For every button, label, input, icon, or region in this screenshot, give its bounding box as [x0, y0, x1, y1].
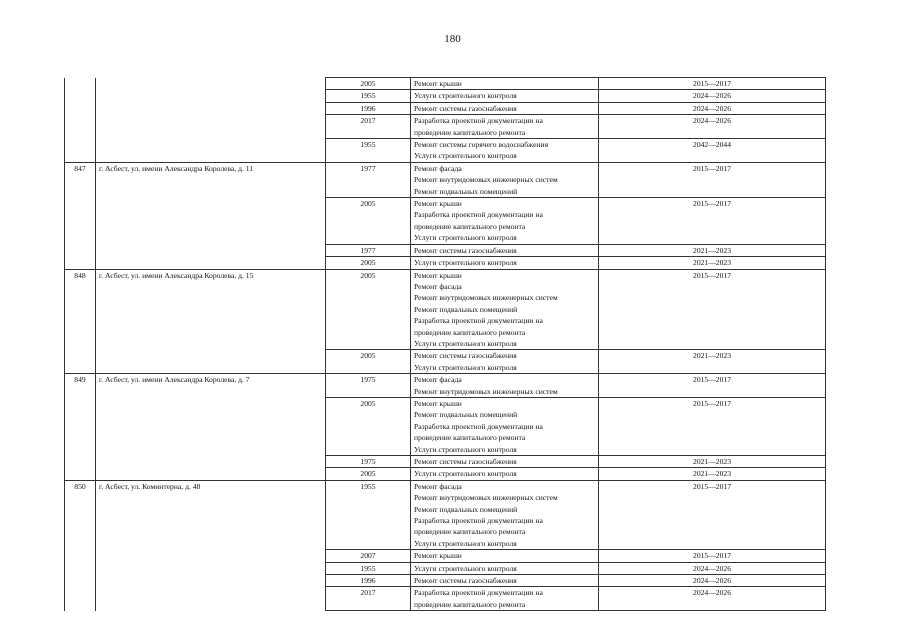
address-cell: г. Асбест, ул. Коминтерна, д. 48: [96, 480, 326, 610]
period-cell: 2015—2017: [599, 397, 826, 455]
work-item: Ремонт крыши: [414, 270, 462, 280]
table-body: [65, 78, 826, 611]
period-cell: 2021—2023: [599, 244, 826, 256]
period-cell: 2024—2026: [599, 115, 826, 139]
table-row: [65, 162, 826, 197]
work-item: Ремонт системы газоснабжения: [414, 351, 517, 361]
address-cell: г. Асбест, ул. имени Александра Королева, д. 7: [96, 374, 326, 481]
period-cell: 2021—2023: [599, 257, 826, 269]
year-cell: 1977: [326, 244, 411, 256]
year-cell: 2005: [326, 468, 411, 480]
work-item: Услуги строительного контроля: [414, 258, 517, 268]
work-type-cell: [411, 162, 599, 197]
work-item: Разработка проектной документации на: [414, 210, 543, 220]
year-cell: 2017: [326, 587, 411, 611]
work-item: Ремонт подвальных помещений: [414, 304, 518, 314]
work-type-cell: [411, 587, 599, 611]
period-cell: 2015—2017: [599, 480, 826, 549]
address-cell: г. Асбест, ул. имени Александра Королева, д. 15: [96, 269, 326, 374]
address-cell: г. Асбест, ул. имени Александра Королева, д. 11: [96, 162, 326, 269]
work-item: проведение капитального ремонта: [414, 433, 526, 443]
year-cell: 1975: [326, 374, 411, 398]
table-row: [65, 78, 826, 90]
year-cell: 2005: [326, 78, 411, 90]
period-cell: 2021—2023: [599, 468, 826, 480]
repair-schedule-table: [64, 77, 826, 611]
row-number-cell: 848: [65, 269, 96, 374]
period-cell: 2024—2026: [599, 90, 826, 102]
work-item: Услуги строительного контроля: [414, 338, 517, 348]
work-type-cell: [411, 350, 599, 374]
work-item: Ремонт фасада: [414, 481, 462, 491]
work-item: Разработка проектной документации на: [414, 116, 543, 126]
period-cell: 2015—2017: [599, 550, 826, 562]
work-item: Услуги строительного контроля: [414, 233, 517, 243]
work-item: Услуги строительного контроля: [414, 538, 517, 548]
row-number-cell: 847: [65, 162, 96, 269]
year-cell: 2005: [326, 269, 411, 350]
work-type-cell: [411, 198, 599, 245]
work-item: Ремонт системы горячего водоснабжения: [414, 140, 549, 150]
work-type-cell: [411, 374, 599, 398]
year-cell: 2005: [326, 257, 411, 269]
work-item: Ремонт крыши: [414, 199, 462, 209]
year-cell: 1996: [326, 575, 411, 587]
table-row: [65, 269, 826, 350]
work-type-cell: [411, 456, 599, 468]
period-cell: 2024—2026: [599, 102, 826, 114]
year-cell: 2005: [326, 198, 411, 245]
row-number-cell: [65, 78, 96, 163]
work-type-cell: [411, 397, 599, 455]
work-type-cell: [411, 468, 599, 480]
work-item: Ремонт системы газоснабжения: [414, 103, 517, 113]
work-item: проведение капитального ремонта: [414, 527, 526, 537]
work-item: Ремонт подвальных помещений: [414, 186, 518, 196]
work-item: Ремонт подвальных помещений: [414, 504, 518, 514]
work-item: Ремонт системы газоснабжения: [414, 457, 517, 466]
work-type-cell: [411, 562, 599, 574]
year-cell: 1975: [326, 456, 411, 468]
work-item: Ремонт фасада: [414, 163, 462, 173]
row-number-cell: 850: [65, 480, 96, 610]
year-cell: 2005: [326, 350, 411, 374]
work-item: Услуги строительного контроля: [414, 563, 517, 573]
work-item: Ремонт внутридомовых инженерных систем: [414, 493, 558, 503]
period-cell: 2015—2017: [599, 198, 826, 245]
year-cell: 1955: [326, 139, 411, 163]
period-cell: 2015—2017: [599, 269, 826, 350]
work-item: проведение капитального ремонта: [414, 599, 526, 609]
year-cell: 1955: [326, 480, 411, 549]
work-item: Ремонт крыши: [414, 79, 462, 88]
work-item: Ремонт внутридомовых инженерных систем: [414, 293, 558, 303]
work-item: Разработка проектной документации на: [414, 588, 543, 598]
period-cell: 2015—2017: [599, 162, 826, 197]
period-cell: 2015—2017: [599, 78, 826, 90]
work-item: Услуги строительного контроля: [414, 362, 517, 372]
work-item: проведение капитального ремонта: [414, 127, 526, 137]
year-cell: 1955: [326, 562, 411, 574]
work-type-cell: [411, 269, 599, 350]
work-type-cell: [411, 244, 599, 256]
page-number: 180: [444, 33, 461, 45]
year-cell: 1996: [326, 102, 411, 114]
work-item: Ремонт внутридомовых инженерных систем: [414, 175, 558, 185]
table-row: [65, 480, 826, 549]
year-cell: 1955: [326, 90, 411, 102]
work-item: Ремонт фасада: [414, 375, 462, 385]
period-cell: 2015—2017: [599, 374, 826, 398]
work-item: Разработка проектной документации на: [414, 516, 543, 526]
work-item: Ремонт подвальных помещений: [414, 410, 518, 420]
table-row: [65, 374, 826, 398]
work-type-cell: [411, 102, 599, 114]
work-item: Разработка проектной документации на: [414, 421, 543, 431]
period-cell: 2024—2026: [599, 587, 826, 611]
year-cell: 1977: [326, 162, 411, 197]
work-item: проведение капитального ремонта: [414, 327, 526, 337]
period-cell: 2042—2044: [599, 139, 826, 163]
period-cell: 2021—2023: [599, 456, 826, 468]
period-cell: 2024—2026: [599, 562, 826, 574]
work-item: Услуги строительного контроля: [414, 151, 517, 161]
period-cell: 2024—2026: [599, 575, 826, 587]
period-cell: 2021—2023: [599, 350, 826, 374]
work-item: проведение капитального ремонта: [414, 221, 526, 231]
work-type-cell: [411, 90, 599, 102]
work-item: Ремонт системы газоснабжения: [414, 576, 517, 586]
work-type-cell: [411, 480, 599, 549]
work-type-cell: [411, 257, 599, 269]
work-item: Ремонт фасада: [414, 281, 462, 291]
year-cell: 2007: [326, 550, 411, 562]
address-cell: [96, 78, 326, 163]
work-item: Ремонт внутридомовых инженерных систем: [414, 386, 558, 396]
work-type-cell: [411, 575, 599, 587]
year-cell: 2017: [326, 115, 411, 139]
work-type-cell: [411, 139, 599, 163]
work-item: Ремонт крыши: [414, 551, 462, 561]
row-number-cell: 849: [65, 374, 96, 481]
work-item: Ремонт крыши: [414, 398, 462, 408]
work-type-cell: [411, 115, 599, 139]
work-item: Услуги строительного контроля: [414, 444, 517, 454]
work-item: Услуги строительного контроля: [414, 469, 517, 479]
year-cell: 2005: [326, 397, 411, 455]
work-type-cell: [411, 78, 599, 90]
work-type-cell: [411, 550, 599, 562]
work-item: Ремонт системы газоснабжения: [414, 245, 517, 255]
work-item: Услуги строительного контроля: [414, 91, 517, 101]
work-item: Разработка проектной документации на: [414, 316, 543, 326]
